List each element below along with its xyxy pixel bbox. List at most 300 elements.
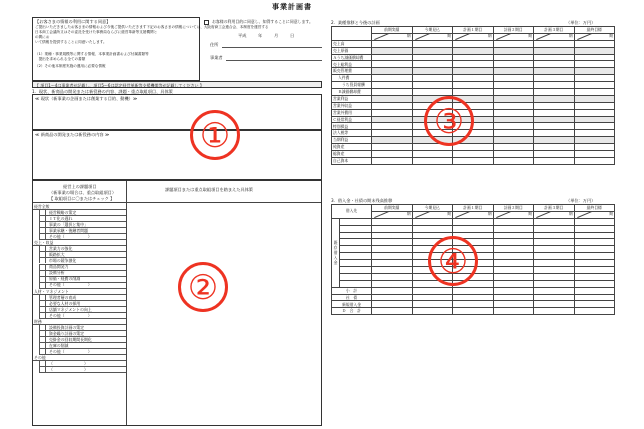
sec2-value-cell[interactable]	[534, 102, 575, 109]
sec3-summary-cell[interactable]	[453, 308, 494, 315]
sec3-value-cell[interactable]	[372, 280, 413, 287]
sec3-summary-cell[interactable]	[372, 294, 413, 301]
detail-head: 課題項目または重点取組項目を踏まえた具体策	[165, 187, 253, 192]
sec3-value-cell[interactable]	[534, 260, 575, 267]
sec2-value-cell[interactable]	[493, 157, 534, 164]
sec2-row-label: 売上原価	[332, 47, 372, 54]
issue-item-label: 商品開発力	[49, 264, 69, 270]
sec2-row-label: Ｂ減価償却費	[332, 89, 372, 96]
sec2-value-cell[interactable]	[372, 47, 413, 54]
issues-block	[32, 180, 322, 426]
sec3-value-cell[interactable]	[574, 218, 615, 225]
period-label: 期	[528, 33, 532, 39]
date-era: 平成	[238, 33, 247, 38]
sec3-summary-cell[interactable]	[372, 301, 413, 308]
sec2-value-cell[interactable]	[574, 54, 615, 61]
sec2-value-cell[interactable]	[493, 137, 534, 144]
period-label: 期	[568, 211, 573, 217]
issue-group-label: 経営全般	[34, 203, 50, 209]
sec3-value-cell[interactable]	[493, 267, 534, 274]
sec2-row-label: うち役員報酬	[332, 82, 372, 89]
sec3-value-cell[interactable]	[534, 273, 575, 280]
sec3-value-cell[interactable]	[574, 225, 615, 232]
sec2-value-cell[interactable]	[493, 47, 534, 54]
sec2-value-cell[interactable]	[412, 40, 453, 47]
sec2-period-cell[interactable]	[372, 33, 413, 40]
issue-row-line	[33, 245, 126, 246]
sec3-value-cell[interactable]	[372, 246, 413, 253]
sec2-value-cell[interactable]	[493, 144, 534, 151]
sec2-value-cell[interactable]	[453, 47, 494, 54]
sec3-col-header: 前期実績	[372, 205, 413, 212]
sec2-value-cell[interactable]	[574, 95, 615, 102]
sec2-value-cell[interactable]	[372, 144, 413, 151]
sec2-value-cell[interactable]	[493, 89, 534, 96]
sec3-value-cell[interactable]	[372, 253, 413, 260]
sec2-value-cell[interactable]	[453, 61, 494, 68]
sec3-summary-label: 社 債	[332, 294, 372, 301]
sec3-value-cell[interactable]	[574, 280, 615, 287]
sec2-value-cell[interactable]	[534, 75, 575, 82]
sec3-summary-cell[interactable]	[372, 287, 413, 294]
sec2-value-cell[interactable]	[372, 137, 413, 144]
sec2-value-cell[interactable]	[372, 40, 413, 47]
issue-item-label: その他（ ）	[49, 282, 92, 288]
sec2-value-cell[interactable]	[493, 82, 534, 89]
sec2-value-cell[interactable]	[372, 89, 413, 96]
sec3-value-cell[interactable]	[412, 218, 453, 225]
sec2-row-label: 営業利益	[332, 95, 372, 102]
period-label: 期	[487, 211, 492, 217]
notice-line: いて情報を提供することに同意いたします。	[35, 40, 107, 44]
sec2-row-label: 自己資本	[332, 157, 372, 164]
lender-name-cell[interactable]	[340, 239, 372, 246]
sec2-value-cell[interactable]	[534, 151, 575, 158]
sec2-value-cell[interactable]	[372, 61, 413, 68]
sec3-summary-cell[interactable]	[453, 301, 494, 308]
sec3-value-cell[interactable]	[574, 260, 615, 267]
lender-name-cell[interactable]	[340, 232, 372, 239]
lender-name-cell[interactable]	[340, 280, 372, 287]
sec2-row-label: 総資産	[332, 151, 372, 158]
sec3-value-cell[interactable]	[574, 273, 615, 280]
sec3-period-cell[interactable]	[574, 211, 615, 218]
issue-item-label: 店舗マネジメントの向上	[49, 306, 92, 312]
sec2-value-cell[interactable]	[412, 82, 453, 89]
issue-item-label: その他（ ）	[49, 349, 92, 354]
sec3-value-cell[interactable]	[574, 239, 615, 246]
lender-name-cell[interactable]	[340, 253, 372, 260]
sec2-value-cell[interactable]	[453, 75, 494, 82]
product-content-box[interactable]	[32, 130, 322, 180]
sec2-value-cell[interactable]	[372, 130, 413, 137]
sec3-summary-cell[interactable]	[534, 301, 575, 308]
period-label: 期	[609, 33, 613, 39]
sec2-row-label: 純資産	[332, 144, 372, 151]
sec2-value-cell[interactable]	[453, 54, 494, 61]
sec2-value-cell[interactable]	[534, 137, 575, 144]
sec2-value-cell[interactable]	[453, 151, 494, 158]
sec2-value-cell[interactable]	[493, 116, 534, 123]
sec2-value-cell[interactable]	[493, 95, 534, 102]
sec3-value-cell[interactable]	[493, 225, 534, 232]
issue-item-label: 市場の競争激化	[49, 258, 77, 264]
sec2-row-label: 売上高	[332, 40, 372, 47]
sec3-value-cell[interactable]	[574, 246, 615, 253]
sec3-value-cell[interactable]	[493, 273, 534, 280]
sec3-value-cell[interactable]	[372, 225, 413, 232]
sec3-value-cell[interactable]	[534, 267, 575, 274]
sec3-summary-cell[interactable]	[412, 301, 453, 308]
issue-item-label: その他（ ）	[49, 312, 92, 318]
sec3-value-cell[interactable]	[372, 273, 413, 280]
sec2-value-cell[interactable]	[412, 75, 453, 82]
sec3-summary-cell[interactable]	[493, 287, 534, 294]
issue-row-line	[33, 209, 126, 210]
sec2-value-cell[interactable]	[412, 151, 453, 158]
issues-head: （新事業の場合は、重点取組項目）	[49, 190, 117, 195]
sec2-period-cell[interactable]	[453, 33, 494, 40]
sec2-value-cell[interactable]	[372, 116, 413, 123]
sec3-summary-cell[interactable]	[412, 294, 453, 301]
sec2-value-cell[interactable]	[372, 123, 413, 130]
issue-item-label: 資金繰り計画の策定	[49, 330, 85, 336]
marker-3: ③	[424, 96, 474, 146]
sec2-value-cell[interactable]	[493, 130, 534, 137]
sec3-summary-cell[interactable]	[493, 308, 534, 315]
sec2-row-label: 人件費	[332, 75, 372, 82]
sec3-summary-cell[interactable]	[453, 294, 494, 301]
sec2-value-cell[interactable]	[412, 89, 453, 96]
sec2-value-cell[interactable]	[493, 54, 534, 61]
issue-item-label: 事業承継・後継者問題	[49, 228, 88, 233]
period-label: 期	[609, 211, 614, 217]
sec2-col-header: 前期実績	[372, 27, 413, 34]
sec2-value-cell[interactable]	[534, 95, 575, 102]
issues-head: 【 取組項目に〇またはチェック 】	[49, 196, 115, 201]
current-situation-box[interactable]	[32, 94, 322, 130]
sec2-value-cell[interactable]	[574, 61, 615, 68]
sec2-value-cell[interactable]	[574, 116, 615, 123]
sec3-value-cell[interactable]	[534, 218, 575, 225]
consent-checkbox[interactable]	[204, 20, 209, 25]
operator-line[interactable]	[226, 60, 322, 61]
notice-line: 日本商工会議所又はその委託を受けた事務局ならびに経営革新等支援機関と	[35, 30, 158, 34]
sec3-summary-cell[interactable]	[574, 287, 615, 294]
sec2-title: 2．業種推移と今後の計画	[331, 20, 380, 25]
sec2-value-cell[interactable]	[534, 109, 575, 116]
sec3-period-cell[interactable]	[453, 211, 494, 218]
sec3-summary-cell[interactable]	[372, 308, 413, 315]
sec2-value-cell[interactable]	[534, 68, 575, 75]
sec2-value-cell[interactable]	[372, 54, 413, 61]
sec2-value-cell[interactable]	[574, 82, 615, 89]
sec2-value-cell[interactable]	[534, 144, 575, 151]
sec2-row-label: 当期利益	[332, 137, 372, 144]
issue-item-label: （ ）	[49, 367, 88, 373]
sec2-value-cell[interactable]	[534, 157, 575, 164]
sec2-row-label: Ｃ経常利益	[332, 116, 372, 123]
sec2-value-cell[interactable]	[412, 157, 453, 164]
sec2-value-cell[interactable]	[534, 123, 575, 130]
sec3-col-header: 計画１期目	[453, 205, 494, 212]
issue-item-label: その他（ ）	[49, 234, 92, 240]
issue-group-label: 財務	[34, 318, 42, 324]
sec3-value-cell[interactable]	[574, 232, 615, 239]
sec3-col-header: 計画３期目	[534, 205, 575, 212]
sec2-value-cell[interactable]	[574, 144, 615, 151]
period-label: 期	[487, 33, 492, 39]
issue-item-label: 必要な人材の採用	[49, 300, 81, 306]
lender-name-cell[interactable]	[340, 225, 372, 232]
sec2-value-cell[interactable]	[493, 40, 534, 47]
sec2-row-label: 営業外収益	[332, 102, 372, 109]
issue-item-label: 経営戦略の策定	[49, 209, 77, 215]
marker-2: ②	[178, 262, 228, 312]
issues-head: 経営上の課題項目	[63, 184, 97, 189]
sec3-summary-label: 小 計	[332, 287, 372, 294]
sec3-summary-cell[interactable]	[412, 308, 453, 315]
sec3-summary-label: Ｄ 合 計	[332, 308, 372, 315]
sec2-value-cell[interactable]	[493, 102, 534, 109]
marker-1: ①	[190, 110, 240, 160]
sec2-value-cell[interactable]	[493, 109, 534, 116]
sec3-value-cell[interactable]	[453, 225, 494, 232]
sec2-value-cell[interactable]	[493, 75, 534, 82]
sec2-value-cell[interactable]	[534, 116, 575, 123]
issue-item-label: 設備分析	[49, 270, 65, 276]
issue-row-line	[39, 354, 126, 355]
sec3-period-cell[interactable]	[493, 211, 534, 218]
sec2-col-header: 計画２期目	[493, 27, 534, 34]
sec3-summary-cell[interactable]	[412, 287, 453, 294]
sec3-summary-cell[interactable]	[534, 308, 575, 315]
sec2-value-cell[interactable]	[453, 68, 494, 75]
sec2-row-label: 売上総利益	[332, 61, 372, 68]
sec3-title: 3．借入金・社債の期末残高推移	[331, 198, 393, 203]
issue-item-label: 事業の「選択と集中」	[49, 221, 88, 227]
performance-plan-table	[331, 26, 615, 165]
sec3-value-cell[interactable]	[574, 253, 615, 260]
sec3-summary-cell[interactable]	[574, 308, 615, 315]
sec2-value-cell[interactable]	[493, 68, 534, 75]
sec2-value-cell[interactable]	[372, 157, 413, 164]
lender-name-cell[interactable]	[340, 273, 372, 280]
sec3-value-cell[interactable]	[372, 232, 413, 239]
sec3-period-cell[interactable]	[372, 211, 413, 218]
sec3-value-cell[interactable]	[534, 239, 575, 246]
sec2-value-cell[interactable]	[534, 82, 575, 89]
sec3-summary-cell[interactable]	[574, 294, 615, 301]
sec3-summary-cell[interactable]	[534, 294, 575, 301]
sec2-row-label: Ａうち減価償却費	[332, 54, 372, 61]
issue-item-label: 管理者層の育成	[49, 294, 77, 300]
issue-group-label: その他	[34, 355, 46, 361]
sec3-value-cell[interactable]	[493, 232, 534, 239]
sec2-value-cell[interactable]	[534, 47, 575, 54]
instruction-banner	[32, 81, 322, 88]
document-title: 事業計画書	[272, 3, 312, 11]
sec2-value-cell[interactable]	[574, 40, 615, 47]
issue-item-label: 営業力の強化	[49, 246, 73, 252]
notice-line: 提出を求められる全ての書類	[35, 57, 86, 61]
lender-name-cell[interactable]	[340, 246, 372, 253]
sec2-col-header: 計画１期目	[453, 27, 494, 34]
lender-name-cell[interactable]	[340, 267, 372, 274]
sec2-value-cell[interactable]	[574, 75, 615, 82]
sec2-value-cell[interactable]	[534, 89, 575, 96]
sec2-value-cell[interactable]	[574, 123, 615, 130]
sec2-value-cell[interactable]	[574, 151, 615, 158]
sec2-value-cell[interactable]	[574, 47, 615, 54]
sec3-value-cell[interactable]	[574, 267, 615, 274]
issue-item-label: 販路拡大	[49, 252, 65, 258]
sec2-corner	[332, 27, 372, 41]
consent-checkbox-label: お客様の利用目的に同意し、知得することに同意します。	[212, 19, 313, 24]
issue-list	[33, 203, 126, 425]
issue-item-label: 設備投資計画の策定	[49, 324, 85, 330]
sec2-value-cell[interactable]	[574, 137, 615, 144]
sec3-value-cell[interactable]	[534, 280, 575, 287]
sec2-value-cell[interactable]	[574, 157, 615, 164]
sec2-col-header: 今期見込	[412, 27, 453, 34]
sec3-value-cell[interactable]	[493, 239, 534, 246]
sec2-period-cell[interactable]	[534, 33, 575, 40]
sec2-value-cell[interactable]	[412, 54, 453, 61]
sec3-value-cell[interactable]	[534, 246, 575, 253]
sec2-value-cell[interactable]	[372, 95, 413, 102]
sec3-value-cell[interactable]	[493, 246, 534, 253]
issue-item-label: 売掛金の回収期間長期化	[49, 336, 92, 342]
lender-header: 借入先	[332, 205, 372, 219]
sec2-value-cell[interactable]	[534, 54, 575, 61]
sec3-value-cell[interactable]	[372, 239, 413, 246]
sec3-summary-cell[interactable]	[534, 287, 575, 294]
issue-row-line	[33, 294, 126, 295]
sec2-period-cell[interactable]	[574, 33, 615, 40]
sec2-value-cell[interactable]	[574, 109, 615, 116]
notice-line: の間にお	[35, 35, 50, 39]
period-label: 期	[568, 33, 573, 39]
sec2-value-cell[interactable]	[534, 61, 575, 68]
period-label: 期	[447, 33, 451, 39]
issue-row-line	[39, 372, 126, 373]
sec3-col-header: 計画２期目	[493, 205, 534, 212]
sec3-value-cell[interactable]	[534, 232, 575, 239]
sec3-col-header: 今期見込	[412, 205, 453, 212]
sec2-value-cell[interactable]	[493, 61, 534, 68]
sec3-value-cell[interactable]	[534, 253, 575, 260]
sec2-value-cell[interactable]	[412, 68, 453, 75]
sec2-value-cell[interactable]	[534, 130, 575, 137]
sec2-value-cell[interactable]	[493, 123, 534, 130]
sec2-value-cell[interactable]	[453, 82, 494, 89]
address-label: 住所	[210, 42, 219, 47]
sec3-value-cell[interactable]	[493, 260, 534, 267]
issue-item-label: （ ）	[49, 361, 88, 367]
issue-item-label: ＩＴ化の遅れ	[49, 215, 73, 221]
current-situation-label: ≪ 現状（新事業の企画または創業する目的、動機）≫	[35, 96, 138, 101]
notice-line: （1）業種・事業規模等に関する情報、本事業計画書および付属書類等	[35, 52, 149, 56]
sec2-value-cell[interactable]	[574, 89, 615, 96]
product-content-label: ≪ 新商品の開発または新役務の内容 ≫	[35, 132, 110, 137]
sec2-value-cell[interactable]	[372, 151, 413, 158]
sec2-value-cell[interactable]	[412, 61, 453, 68]
sec3-value-cell[interactable]	[534, 225, 575, 232]
notice-heading: 【お客さまの情報の利用に関する同意】	[35, 19, 111, 24]
sec2-unit: （単位：万円）	[566, 20, 596, 25]
sec2-value-cell[interactable]	[372, 68, 413, 75]
issue-item-label: 原価・経費の削減	[49, 276, 81, 282]
lender-name-cell[interactable]	[340, 260, 372, 267]
sec2-value-cell[interactable]	[412, 47, 453, 54]
sec2-value-cell[interactable]	[574, 102, 615, 109]
issues-divider	[126, 181, 127, 425]
sec2-value-cell[interactable]	[372, 102, 413, 109]
sec2-period-cell[interactable]	[493, 33, 534, 40]
sec2-value-cell[interactable]	[372, 109, 413, 116]
period-label: 期	[406, 33, 411, 39]
notice-line: ご提出いただきましたお客さまの情報および今後ご提供いただきます下記のお客さまの情報については、大阪府商工会連合会、本制度を運営する	[35, 25, 269, 29]
issue-item-label: 在庫の削減	[49, 342, 69, 348]
sec2-col-header: 計画３期目	[534, 27, 575, 34]
sec2-row-label: 特別損益	[332, 123, 372, 130]
sec3-col-header: 最終目標	[574, 205, 615, 212]
sec3-unit: （単位：万円）	[566, 198, 596, 203]
address-line[interactable]	[222, 47, 322, 48]
issue-row-line	[39, 318, 126, 319]
sec2-value-cell[interactable]	[534, 40, 575, 47]
sec3-summary-cell[interactable]	[493, 294, 534, 301]
sec2-value-cell[interactable]	[574, 68, 615, 75]
sec2-value-cell[interactable]	[453, 40, 494, 47]
sec3-value-cell[interactable]	[372, 267, 413, 274]
sec3-period-cell[interactable]	[534, 211, 575, 218]
lender-name-cell[interactable]	[340, 218, 372, 225]
sec3-value-cell[interactable]	[493, 253, 534, 260]
sec2-value-cell[interactable]	[493, 151, 534, 158]
sec2-value-cell[interactable]	[372, 75, 413, 82]
date-year: 年	[258, 33, 263, 38]
sec3-period-cell[interactable]	[412, 211, 453, 218]
issue-group-label: 人材・マネジメント	[34, 288, 69, 294]
date-day: 日	[290, 33, 295, 38]
sec3-value-cell[interactable]	[372, 260, 413, 267]
sec2-value-cell[interactable]	[372, 82, 413, 89]
sec3-summary-label: 新規借入金	[332, 301, 372, 308]
sec2-value-cell[interactable]	[574, 130, 615, 137]
sec2-row-label: 法人税等	[332, 130, 372, 137]
section1-title: 1．現状、新商品の開発または新役務の内容、課題・重点取組項目、具体策	[32, 89, 173, 94]
sec2-value-cell[interactable]	[453, 89, 494, 96]
date-month: 月	[274, 33, 279, 38]
period-label: 期	[447, 211, 452, 217]
sec3-value-cell[interactable]	[493, 218, 534, 225]
sec2-period-cell[interactable]	[412, 33, 453, 40]
sec2-value-cell[interactable]	[453, 144, 494, 151]
sec3-summary-cell[interactable]	[493, 301, 534, 308]
sec2-value-cell[interactable]	[453, 157, 494, 164]
sec3-value-cell[interactable]	[412, 225, 453, 232]
sec3-summary-cell[interactable]	[453, 287, 494, 294]
sec2-row-label: 販売管理費	[332, 68, 372, 75]
sec3-summary-cell[interactable]	[574, 301, 615, 308]
issue-group-label: 売上・収益	[34, 240, 54, 246]
sec3-value-cell[interactable]	[493, 280, 534, 287]
sec2-row-label: 営業外費用	[332, 109, 372, 116]
sec3-value-cell[interactable]	[372, 218, 413, 225]
sec3-value-cell[interactable]	[453, 218, 494, 225]
